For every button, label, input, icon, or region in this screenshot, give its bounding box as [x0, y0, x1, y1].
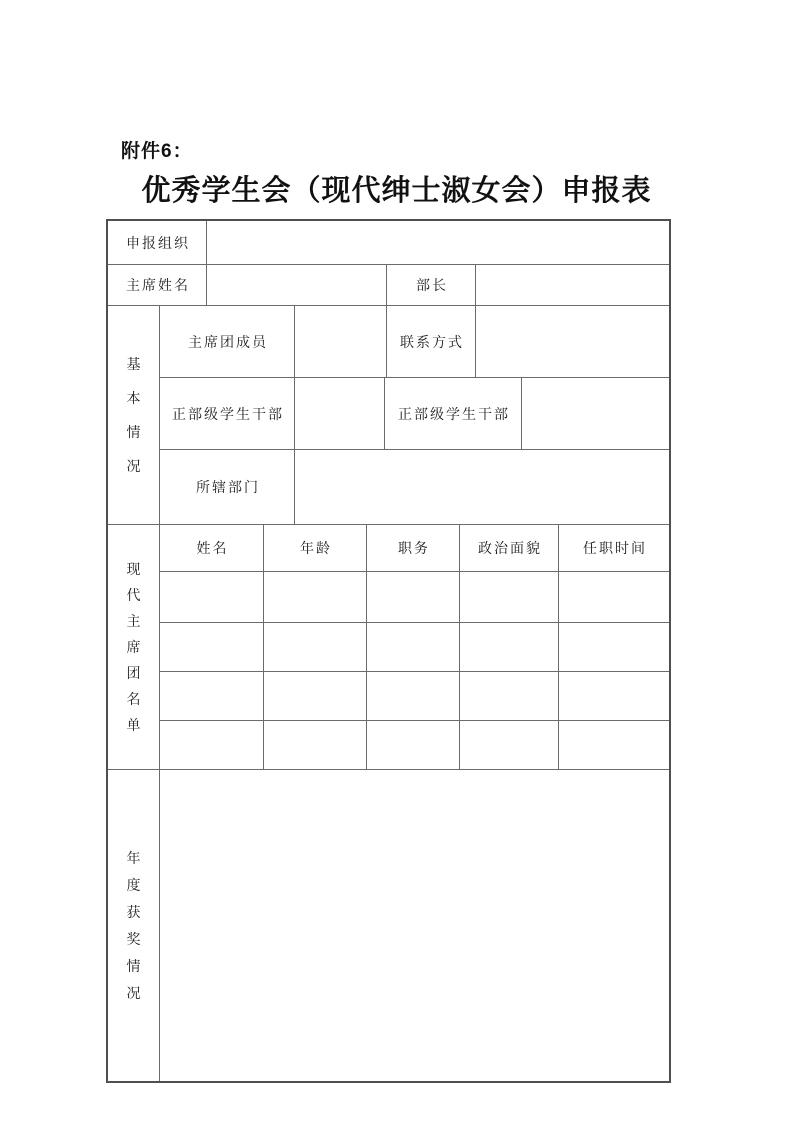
subordinate-depts-value-cell[interactable] — [295, 450, 669, 525]
vertical-label-char: 主 — [126, 615, 141, 630]
presidium-cell-r4-c2[interactable] — [264, 721, 367, 770]
presidium-cell-r3-c3[interactable] — [367, 672, 460, 721]
subordinate-depts-label: 所辖部门 — [160, 450, 295, 525]
presidium-cell-r2-c5[interactable] — [559, 623, 669, 672]
vertical-label-char: 基 — [126, 358, 141, 373]
presidium-header-2: 职务 — [367, 525, 460, 572]
vertical-label-char: 席 — [126, 641, 141, 656]
chairman-name-label: 主席姓名 — [108, 265, 207, 306]
presidium-members-label: 主席团成员 — [160, 306, 295, 378]
applying-org-value-cell[interactable] — [207, 221, 669, 265]
presidium-cell-r4-c4[interactable] — [460, 721, 559, 770]
presidium-header-0: 姓名 — [160, 525, 264, 572]
presidium-cell-r2-c3[interactable] — [367, 623, 460, 672]
presidium-members-value-cell[interactable] — [295, 306, 387, 378]
applying-org-label: 申报组织 — [108, 221, 207, 265]
presidium-cell-r2-c1[interactable] — [160, 623, 264, 672]
vertical-label-char: 况 — [126, 460, 141, 475]
form-title: 优秀学生会（现代绅士淑女会）申报表 — [141, 175, 652, 207]
presidium-cell-r2-c4[interactable] — [460, 623, 559, 672]
minister-value-cell[interactable] — [476, 265, 669, 306]
presidium-cell-r3-c4[interactable] — [460, 672, 559, 721]
vertical-label-char: 情 — [126, 426, 141, 441]
vertical-label-char: 况 — [126, 987, 141, 1002]
vertical-label-char: 现 — [126, 563, 141, 578]
vertical-label-char: 单 — [126, 719, 141, 734]
contact-label: 联系方式 — [387, 306, 476, 378]
presidium-cell-r2-c2[interactable] — [264, 623, 367, 672]
chairman-name-value-cell[interactable] — [207, 265, 387, 306]
presidium-cell-r1-c4[interactable] — [460, 572, 559, 623]
presidium-cell-r1-c3[interactable] — [367, 572, 460, 623]
presidium-header-1: 年龄 — [264, 525, 367, 572]
presidium-cell-r3-c5[interactable] — [559, 672, 669, 721]
annual-awards-vertical-label — [108, 770, 160, 1081]
vertical-label-char: 奖 — [126, 933, 141, 948]
vertical-label-char: 度 — [126, 879, 141, 894]
presidium-cell-r3-c1[interactable] — [160, 672, 264, 721]
vertical-label-char: 年 — [126, 852, 141, 867]
vertical-label-char: 名 — [126, 693, 141, 708]
dept-cadre-1-value-cell[interactable] — [295, 378, 385, 450]
presidium-cell-r4-c3[interactable] — [367, 721, 460, 770]
vertical-label-char: 代 — [126, 589, 141, 604]
annual-awards-value-cell[interactable] — [160, 770, 669, 1081]
presidium-cell-r3-c2[interactable] — [264, 672, 367, 721]
contact-value-cell[interactable] — [476, 306, 669, 378]
dept-cadre-2-value-cell[interactable] — [522, 378, 669, 450]
attachment-label: 附件6： — [121, 141, 193, 162]
vertical-label-char: 获 — [126, 906, 141, 921]
basic-info-vertical-label — [108, 306, 160, 525]
vertical-label-char: 本 — [126, 392, 141, 407]
minister-label: 部长 — [387, 265, 476, 306]
presidium-cell-r1-c1[interactable] — [160, 572, 264, 623]
presidium-cell-r1-c5[interactable] — [559, 572, 669, 623]
presidium-cell-r4-c1[interactable] — [160, 721, 264, 770]
dept-cadre-1-label: 正部级学生干部 — [160, 378, 295, 450]
vertical-label-char: 团 — [126, 667, 141, 682]
dept-cadre-2-label: 正部级学生干部 — [385, 378, 522, 450]
presidium-cell-r4-c5[interactable] — [559, 721, 669, 770]
vertical-label-char: 情 — [126, 960, 141, 975]
presidium-list-vertical-label — [108, 525, 160, 770]
presidium-cell-r1-c2[interactable] — [264, 572, 367, 623]
presidium-header-3: 政治面貌 — [460, 525, 559, 572]
form-table — [106, 219, 671, 1083]
presidium-header-4: 任职时间 — [559, 525, 669, 572]
